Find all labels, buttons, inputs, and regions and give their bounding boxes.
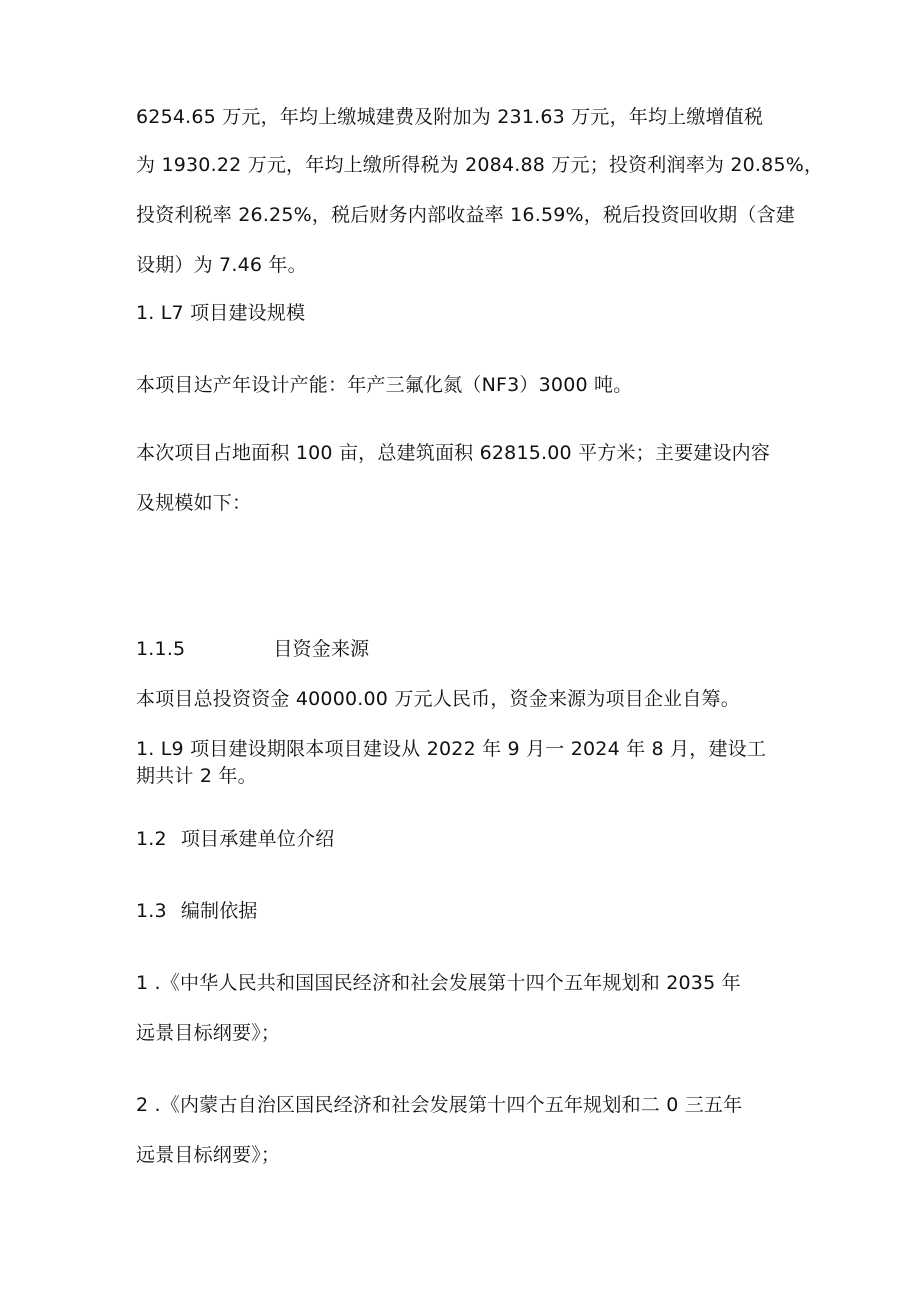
basis-item-2-line-2: 远景目标纲要》；	[136, 1144, 281, 1166]
schedule-line-2: 期共计 2 年。	[136, 765, 257, 787]
summary-line-1: 6254.65 万元，年均上缴城建费及附加为 231.63 万元，年均上缴增值税	[136, 106, 764, 128]
section-title: 编制依据	[180, 900, 258, 922]
section-title: 项目承建单位介绍	[180, 828, 335, 850]
summary-line-2: 为 1930.22 万元，年均上缴所得税为 2084.88 万元；投资利润率为 20.85%，	[136, 154, 824, 176]
basis-item-1-line-2: 远景目标纲要》；	[136, 1022, 281, 1044]
funding-paragraph: 本项目总投资资金 40000.00 万元人民币，资金来源为项目企业自筹。	[136, 688, 740, 710]
section-number: 1.3	[136, 900, 167, 922]
summary-line-3: 投资利税率 26.25%，税后财务内部收益率 16.59%，税后投资回收期（含建	[136, 204, 795, 226]
basis-item-2-line-1: 2 .《内蒙古自治区国民经济和社会发展第十四个五年规划和二 0 三五年	[136, 1094, 743, 1116]
basis-item-1-line-1: 1 .《中华人民共和国国民经济和社会发展第十四个五年规划和 2035 年	[136, 972, 741, 994]
section-heading-funding	[136, 636, 369, 662]
section-heading-contractor	[136, 826, 334, 852]
section-number: 1.1.5	[136, 638, 186, 660]
section-heading-scale: 1. L7 项目建设规模	[136, 302, 306, 324]
area-line-2: 及规模如下：	[136, 492, 252, 514]
section-heading-basis	[136, 898, 258, 924]
summary-line-4: 设期）为 7.46 年。	[136, 254, 307, 276]
section-title: 目资金来源	[273, 638, 370, 660]
capacity-paragraph: 本项目达产年设计产能：年产三氟化氮（NF3）3000 吨。	[136, 374, 633, 396]
section-number: 1.2	[136, 828, 167, 850]
schedule-line-1: 1. L9 项目建设期限本项目建设从 2022 年 9 月一 2024 年 8 月，建设工	[136, 738, 767, 760]
area-line-1: 本次项目占地面积 100 亩，总建筑面积 62815.00 平方米；主要建设内容	[136, 442, 771, 464]
